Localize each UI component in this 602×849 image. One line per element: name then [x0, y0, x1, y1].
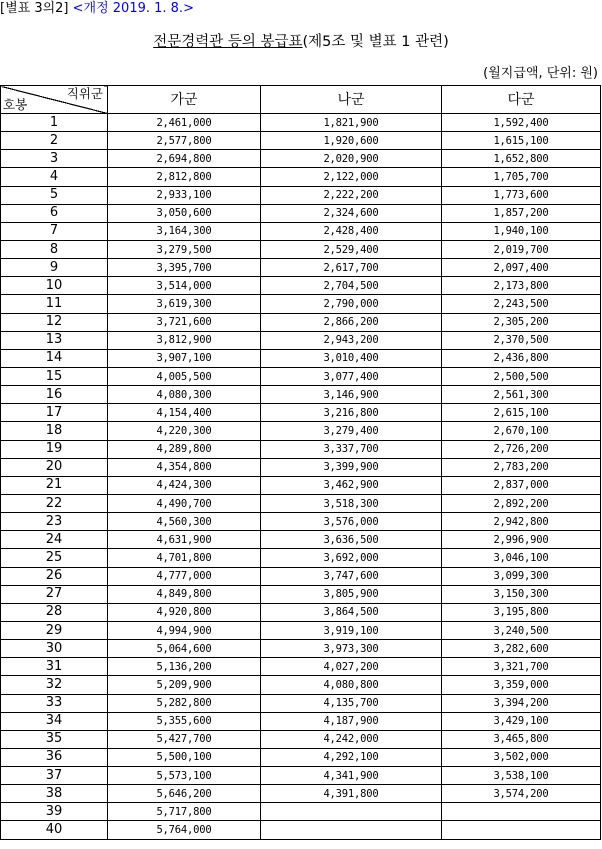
amount-cell-b — [261, 803, 442, 821]
table-row — [1, 386, 601, 404]
amount-cell-a: 4,154,400 — [108, 404, 261, 422]
amount-cell-a: 5,573,100 — [108, 767, 261, 785]
amount-cell-a: 4,490,700 — [108, 494, 261, 512]
amount-cell-c: 1,592,400 — [442, 114, 601, 132]
amount-cell-a: 4,701,800 — [108, 549, 261, 567]
step-cell: 25 — [1, 549, 108, 567]
amount-cell-b — [261, 821, 442, 839]
table-row — [1, 404, 601, 422]
step-cell: 14 — [1, 349, 108, 367]
amount-cell-b: 2,943,200 — [261, 331, 442, 349]
table-row — [1, 295, 601, 313]
table-row — [1, 567, 601, 585]
step-cell: 4 — [1, 168, 108, 186]
amount-cell-b: 2,122,000 — [261, 168, 442, 186]
amount-cell-c: 3,282,600 — [442, 640, 601, 658]
step-cell: 33 — [1, 694, 108, 712]
amount-cell-b: 2,529,400 — [261, 240, 442, 258]
step-cell: 21 — [1, 476, 108, 494]
amount-cell-b: 3,636,500 — [261, 531, 442, 549]
step-cell: 11 — [1, 295, 108, 313]
amount-cell-c: 3,359,000 — [442, 676, 601, 694]
amount-cell-c: 1,940,100 — [442, 222, 601, 240]
step-cell: 32 — [1, 676, 108, 694]
amount-cell-b: 3,692,000 — [261, 549, 442, 567]
amount-cell-c: 2,783,200 — [442, 458, 601, 476]
amount-cell-b: 2,324,600 — [261, 204, 442, 222]
amount-cell-b: 4,187,900 — [261, 712, 442, 730]
step-cell: 9 — [1, 259, 108, 277]
amount-cell-a: 2,812,800 — [108, 168, 261, 186]
table-row — [1, 640, 601, 658]
step-cell: 8 — [1, 240, 108, 258]
amount-cell-a: 3,164,300 — [108, 222, 261, 240]
amount-cell-a: 5,717,800 — [108, 803, 261, 821]
step-cell: 40 — [1, 821, 108, 839]
document-header — [0, 0, 194, 18]
step-cell: 35 — [1, 730, 108, 748]
amount-cell-a: 4,777,000 — [108, 567, 261, 585]
amount-cell-a: 5,355,600 — [108, 712, 261, 730]
amount-cell-c: 3,240,500 — [442, 621, 601, 639]
unit-note: (월지급액, 단위: 원) — [483, 66, 598, 81]
amount-cell-b: 1,920,600 — [261, 132, 442, 150]
amount-cell-a: 2,461,000 — [108, 114, 261, 132]
amount-cell-b: 3,576,000 — [261, 513, 442, 531]
amount-cell-c: 3,394,200 — [442, 694, 601, 712]
amount-cell-b: 2,866,200 — [261, 313, 442, 331]
corner-label-position-group: 직위군 — [66, 86, 103, 101]
column-header-a: 가군 — [108, 86, 261, 114]
step-cell: 5 — [1, 186, 108, 204]
step-cell: 28 — [1, 603, 108, 621]
amount-cell-a: 2,577,800 — [108, 132, 261, 150]
amount-cell-c: 3,321,700 — [442, 658, 601, 676]
amount-cell-a: 5,064,600 — [108, 640, 261, 658]
step-cell: 2 — [1, 132, 108, 150]
amount-cell-b: 2,222,200 — [261, 186, 442, 204]
step-cell: 16 — [1, 386, 108, 404]
table-row — [1, 114, 601, 132]
amount-cell-b: 3,864,500 — [261, 603, 442, 621]
amount-cell-b: 3,399,900 — [261, 458, 442, 476]
amount-cell-c: 2,305,200 — [442, 313, 601, 331]
table-row — [1, 240, 601, 258]
table-row — [1, 821, 601, 839]
step-cell: 39 — [1, 803, 108, 821]
document-title — [0, 33, 602, 51]
amount-cell-b: 3,747,600 — [261, 567, 442, 585]
amount-cell-a: 4,994,900 — [108, 621, 261, 639]
amount-cell-b: 4,135,700 — [261, 694, 442, 712]
amount-cell-b: 1,821,900 — [261, 114, 442, 132]
amount-cell-c: 2,097,400 — [442, 259, 601, 277]
amount-cell-c: 2,019,700 — [442, 240, 601, 258]
amount-cell-a: 4,220,300 — [108, 422, 261, 440]
table-row — [1, 785, 601, 803]
corner-header-cell — [1, 86, 108, 114]
table-row — [1, 513, 601, 531]
amount-cell-b: 3,216,800 — [261, 404, 442, 422]
step-cell: 12 — [1, 313, 108, 331]
amount-cell-b: 4,080,800 — [261, 676, 442, 694]
step-cell: 17 — [1, 404, 108, 422]
amount-cell-c: 3,195,800 — [442, 603, 601, 621]
step-cell: 1 — [1, 114, 108, 132]
table-row — [1, 621, 601, 639]
amount-cell-c — [442, 803, 601, 821]
step-cell: 29 — [1, 621, 108, 639]
step-cell: 30 — [1, 640, 108, 658]
table-row — [1, 331, 601, 349]
amount-cell-a: 3,050,600 — [108, 204, 261, 222]
table-row — [1, 748, 601, 766]
table-row — [1, 730, 601, 748]
amount-cell-a: 3,721,600 — [108, 313, 261, 331]
amount-cell-a: 3,395,700 — [108, 259, 261, 277]
amount-cell-a: 3,514,000 — [108, 277, 261, 295]
amount-cell-b: 4,292,100 — [261, 748, 442, 766]
amount-cell-c: 2,996,900 — [442, 531, 601, 549]
amount-cell-c: 3,538,100 — [442, 767, 601, 785]
table-row — [1, 132, 601, 150]
table-row — [1, 168, 601, 186]
corner-label-step: 호봉 — [3, 97, 28, 112]
salary-table — [0, 85, 601, 840]
step-cell: 38 — [1, 785, 108, 803]
amount-cell-a: 4,920,800 — [108, 603, 261, 621]
table-row — [1, 222, 601, 240]
amount-cell-a: 4,080,300 — [108, 386, 261, 404]
amount-cell-a: 2,933,100 — [108, 186, 261, 204]
table-row — [1, 440, 601, 458]
step-cell: 15 — [1, 367, 108, 385]
amount-cell-b: 2,704,500 — [261, 277, 442, 295]
amount-cell-c: 3,099,300 — [442, 567, 601, 585]
amount-cell-a: 4,424,300 — [108, 476, 261, 494]
table-row — [1, 603, 601, 621]
title-suffix: (제5조 및 별표 1 관련) — [302, 34, 449, 50]
amount-cell-c: 2,243,500 — [442, 295, 601, 313]
table-body — [1, 114, 601, 840]
amount-cell-c: 3,046,100 — [442, 549, 601, 567]
amount-cell-c: 2,561,300 — [442, 386, 601, 404]
amount-cell-c: 3,465,800 — [442, 730, 601, 748]
step-cell: 13 — [1, 331, 108, 349]
amount-cell-b: 2,020,900 — [261, 150, 442, 168]
step-cell: 20 — [1, 458, 108, 476]
amount-cell-b: 3,279,400 — [261, 422, 442, 440]
amount-cell-a: 3,907,100 — [108, 349, 261, 367]
amount-cell-a: 5,136,200 — [108, 658, 261, 676]
amount-cell-c: 2,942,800 — [442, 513, 601, 531]
step-cell: 19 — [1, 440, 108, 458]
table-row — [1, 313, 601, 331]
step-cell: 3 — [1, 150, 108, 168]
table-row — [1, 422, 601, 440]
step-cell: 36 — [1, 748, 108, 766]
amount-cell-a: 4,289,800 — [108, 440, 261, 458]
amount-cell-c: 1,705,700 — [442, 168, 601, 186]
step-cell: 37 — [1, 767, 108, 785]
title-main: 전문경력관 등의 봉급표 — [153, 34, 303, 50]
table-row — [1, 676, 601, 694]
amount-cell-b: 3,010,400 — [261, 349, 442, 367]
amount-cell-b: 4,391,800 — [261, 785, 442, 803]
table-row — [1, 585, 601, 603]
amount-cell-b: 3,462,900 — [261, 476, 442, 494]
amount-cell-a: 5,427,700 — [108, 730, 261, 748]
amount-cell-b: 3,805,900 — [261, 585, 442, 603]
amount-cell-a: 4,354,800 — [108, 458, 261, 476]
table-row — [1, 186, 601, 204]
amount-cell-c: 1,652,800 — [442, 150, 601, 168]
table-header-row — [1, 86, 601, 114]
amount-cell-b: 2,617,700 — [261, 259, 442, 277]
table-row — [1, 658, 601, 676]
amount-cell-a: 5,500,100 — [108, 748, 261, 766]
step-cell: 23 — [1, 513, 108, 531]
amount-cell-c: 2,500,500 — [442, 367, 601, 385]
table-row — [1, 204, 601, 222]
amount-cell-b: 4,027,200 — [261, 658, 442, 676]
amount-cell-b: 4,242,000 — [261, 730, 442, 748]
table-row — [1, 694, 601, 712]
amount-cell-b: 3,146,900 — [261, 386, 442, 404]
table-row — [1, 349, 601, 367]
table-row — [1, 712, 601, 730]
amount-cell-b: 3,973,300 — [261, 640, 442, 658]
amount-cell-b: 2,790,000 — [261, 295, 442, 313]
table-row — [1, 531, 601, 549]
amount-cell-c: 1,773,600 — [442, 186, 601, 204]
amount-cell-c: 2,173,800 — [442, 277, 601, 295]
amount-cell-c: 2,670,100 — [442, 422, 601, 440]
amount-cell-c: 2,837,000 — [442, 476, 601, 494]
amount-cell-b: 3,919,100 — [261, 621, 442, 639]
step-cell: 18 — [1, 422, 108, 440]
table-row — [1, 494, 601, 512]
amount-cell-c: 2,615,100 — [442, 404, 601, 422]
step-cell: 34 — [1, 712, 108, 730]
amount-cell-c: 3,429,100 — [442, 712, 601, 730]
amount-cell-a: 5,209,900 — [108, 676, 261, 694]
step-cell: 26 — [1, 567, 108, 585]
amount-cell-c: 3,574,200 — [442, 785, 601, 803]
amount-cell-c: 1,857,200 — [442, 204, 601, 222]
amount-cell-b: 2,428,400 — [261, 222, 442, 240]
amount-cell-b: 3,518,300 — [261, 494, 442, 512]
step-cell: 22 — [1, 494, 108, 512]
table-row — [1, 549, 601, 567]
amount-cell-a: 4,631,900 — [108, 531, 261, 549]
amount-cell-a: 4,849,800 — [108, 585, 261, 603]
amount-cell-a: 2,694,800 — [108, 150, 261, 168]
table-row — [1, 259, 601, 277]
table-row — [1, 277, 601, 295]
step-cell: 6 — [1, 204, 108, 222]
step-cell: 24 — [1, 531, 108, 549]
step-cell: 10 — [1, 277, 108, 295]
amount-cell-a: 5,764,000 — [108, 821, 261, 839]
table-row — [1, 476, 601, 494]
amount-cell-c: 3,502,000 — [442, 748, 601, 766]
amount-cell-a: 5,282,800 — [108, 694, 261, 712]
table-row — [1, 367, 601, 385]
step-cell: 31 — [1, 658, 108, 676]
amount-cell-a: 5,646,200 — [108, 785, 261, 803]
column-header-c: 다군 — [442, 86, 601, 114]
amount-cell-c: 2,726,200 — [442, 440, 601, 458]
step-cell: 27 — [1, 585, 108, 603]
table-row — [1, 458, 601, 476]
amount-cell-c: 3,150,300 — [442, 585, 601, 603]
amount-cell-a: 3,279,500 — [108, 240, 261, 258]
appendix-reference: [별표 3의2] — [0, 1, 69, 16]
amount-cell-b: 3,077,400 — [261, 367, 442, 385]
amount-cell-c: 1,615,100 — [442, 132, 601, 150]
amount-cell-b: 4,341,900 — [261, 767, 442, 785]
amount-cell-a: 3,619,300 — [108, 295, 261, 313]
amount-cell-c: 2,370,500 — [442, 331, 601, 349]
table-row — [1, 150, 601, 168]
amount-cell-c — [442, 821, 601, 839]
amount-cell-c: 2,892,200 — [442, 494, 601, 512]
amount-cell-a: 3,812,900 — [108, 331, 261, 349]
amount-cell-b: 3,337,700 — [261, 440, 442, 458]
table-row — [1, 803, 601, 821]
step-cell: 7 — [1, 222, 108, 240]
amount-cell-c: 2,436,800 — [442, 349, 601, 367]
amount-cell-a: 4,005,500 — [108, 367, 261, 385]
revision-note: <개정 2019. 1. 8.> — [72, 1, 194, 16]
table-row — [1, 767, 601, 785]
column-header-b: 나군 — [261, 86, 442, 114]
amount-cell-a: 4,560,300 — [108, 513, 261, 531]
